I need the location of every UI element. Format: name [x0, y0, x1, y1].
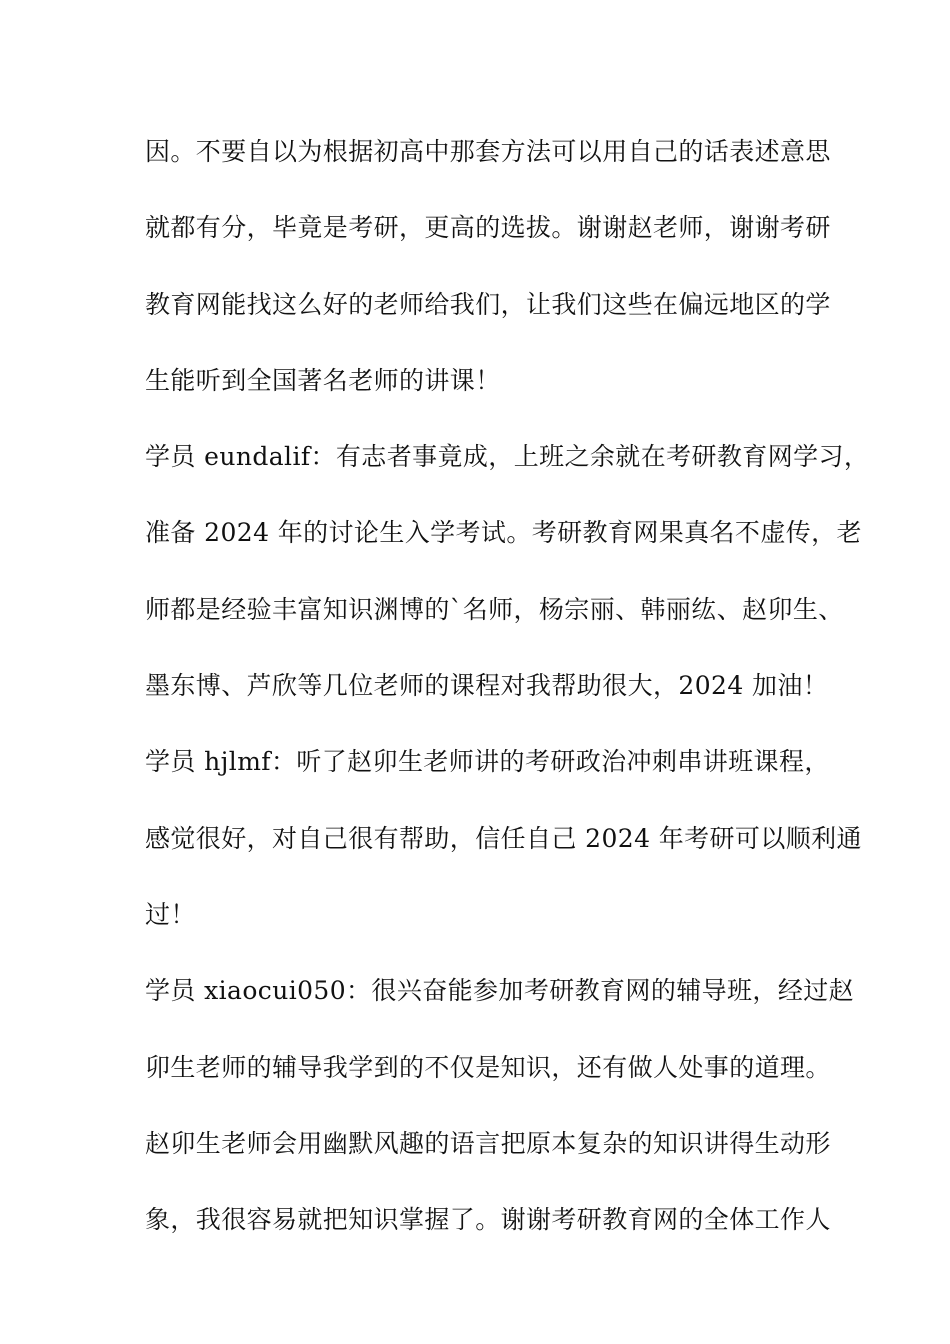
- text-line: 准备 2024 年的讨论生入学考试。考研教育网果真名不虚传，老: [145, 518, 862, 548]
- body-text: [145, 128, 870, 1272]
- text-line: 感觉很好，对自己很有帮助，信任自己 2024 年考研可以顺利通: [145, 823, 862, 853]
- text-line: 师都是经验丰富知识渊博的`名师，杨宗丽、韩丽纮、赵卯生、: [145, 594, 844, 624]
- text-line: 学员 eundalif：有志者事竟成，上班之余就在考研教育网学习，: [145, 442, 870, 472]
- text-line: 过！: [145, 899, 196, 929]
- text-line: 卯生老师的辅导我学到的不仅是知识，还有做人处事的道理。: [145, 1052, 831, 1082]
- text-line: 就都有分，毕竟是考研，更高的选拔。谢谢赵老师，谢谢考研: [145, 213, 831, 243]
- text-line: 墨东博、芦欣等几位老师的课程对我帮助很大，2024 加油！: [145, 671, 829, 701]
- text-line: 学员 hjlmf：听了赵卯生老师讲的考研政治冲刺串讲班课程，: [145, 747, 830, 777]
- text-line: 象，我很容易就把知识掌握了。谢谢考研教育网的全体工作人: [145, 1205, 831, 1235]
- text-line: 因。不要自以为根据初高中那套方法可以用自己的话表述意思: [145, 137, 831, 166]
- text-line: 教育网能找这么好的老师给我们，让我们这些在偏远地区的学: [145, 289, 831, 319]
- text-line: 生能听到全国著名老师的讲课！: [145, 365, 501, 395]
- text-line: 赵卯生老师会用幽默风趣的语言把原本复杂的知识讲得生动形: [145, 1128, 831, 1158]
- text-line: 学员 xiaocui050：很兴奋能参加考研教育网的辅导班，经过赵: [145, 976, 855, 1006]
